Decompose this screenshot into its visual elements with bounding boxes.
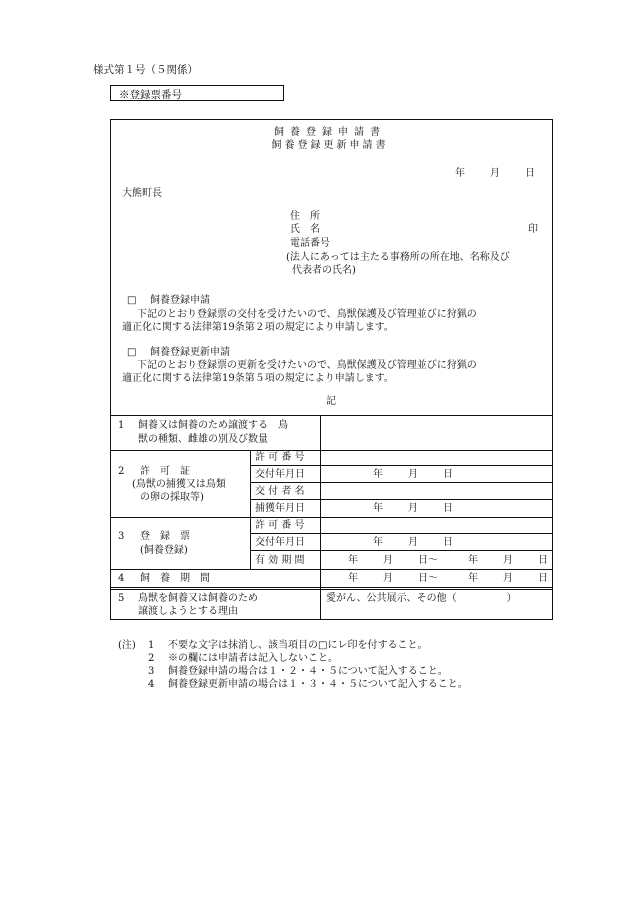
addressee: 大熊町長 <box>122 188 162 199</box>
note1-num: 1 <box>148 640 155 651</box>
row1-num: 1 <box>118 420 125 431</box>
row2-capture-year: 年 <box>373 503 383 514</box>
row2-bottom-border <box>110 517 553 518</box>
row3-issue-day: 日 <box>443 537 453 548</box>
title-line2: 飼養登録更新申請書 <box>271 140 389 151</box>
row2-sub-line2: の卵の採取等) <box>140 492 204 503</box>
row3-num: 3 <box>118 531 125 542</box>
row2-line-a <box>250 465 553 466</box>
row3-line-a <box>250 533 553 534</box>
table-top-border <box>110 415 553 416</box>
date-year: 年 <box>455 168 465 179</box>
row4-label: 飼 養 期 間 <box>140 573 210 584</box>
row1-species-input[interactable] <box>322 417 552 449</box>
row3-period-day1: 日～ <box>418 555 438 566</box>
row5-num: 5 <box>118 593 125 604</box>
registration-number-box[interactable] <box>110 85 284 101</box>
note1-text: 不要な文字は抹消し、該当項目の□にレ印を付すること。 <box>168 640 428 651</box>
row4-period-month2: 月 <box>503 573 513 584</box>
form-number-label: 様式第１号（５関係） <box>93 64 198 76</box>
row2-line-b <box>250 482 553 483</box>
row2-num: 2 <box>118 466 125 477</box>
row3-field-issue-date: 交付年月日 <box>255 537 305 548</box>
field-column-divider <box>250 450 251 569</box>
row5-divider <box>320 588 321 620</box>
row3-issue-year: 年 <box>373 537 383 548</box>
row5-label-line1: 鳥獣を飼養又は飼養のため <box>138 593 258 604</box>
notes-prefix: (注) <box>118 640 136 651</box>
ki-mark: 記 <box>326 396 336 407</box>
row3-period-month2: 月 <box>503 555 513 566</box>
row3-period-day2: 日 <box>538 555 548 566</box>
seal-mark: 印 <box>528 224 538 235</box>
row4-period-day1: 日～ <box>418 573 438 584</box>
row3-field-validity: 有 効 期 間 <box>255 555 305 566</box>
note2-text: ※の欄には申請者は記入しないこと。 <box>168 653 338 664</box>
option2-text-line1: 下記のとおり登録票の更新を受けたいので、鳥獣保護及び管理並びに狩猟の <box>137 360 477 371</box>
row2-issue-month: 月 <box>408 469 418 480</box>
name-label: 氏 名 <box>290 224 320 235</box>
row4-period-day2: 日 <box>538 573 548 584</box>
row3-period-year2: 年 <box>468 555 478 566</box>
row3-field-permit-number: 許 可 番 号 <box>255 520 305 531</box>
option2-checkbox[interactable]: □ <box>127 347 137 358</box>
row2-capture-month: 月 <box>408 503 418 514</box>
note2-num: 2 <box>148 653 155 664</box>
row2-field-permit-number: 許 可 番 号 <box>255 452 305 463</box>
row2-capture-day: 日 <box>443 503 453 514</box>
note4-num: 4 <box>148 679 155 690</box>
row1-label-line1: 飼養又は飼養のため譲渡する 鳥 <box>138 420 288 431</box>
option2-label: 飼養登録更新申請 <box>150 347 230 358</box>
phone-label: 電話番号 <box>290 238 330 249</box>
note3-num: 3 <box>148 666 155 677</box>
corporate-note-line2: 代表者の氏名) <box>292 265 356 276</box>
note3-text: 飼養登録申請の場合は１・２・４・５について記入すること。 <box>168 666 448 677</box>
row2-label: 許 可 証 <box>140 466 190 477</box>
option1-text-line1: 下記のとおり登録票の交付を受けたいので、鳥獣保護及び管理並びに狩猟の <box>137 309 477 320</box>
title-line1: 飼養登録申請書 <box>274 127 386 138</box>
row3-bottom-border <box>110 569 553 570</box>
date-month: 月 <box>490 168 500 179</box>
row3-line-b <box>250 550 553 551</box>
row2-line-c <box>250 499 553 500</box>
row4-period-year1: 年 <box>348 573 358 584</box>
table-bottom-border <box>110 619 553 620</box>
row4-period-year2: 年 <box>468 573 478 584</box>
row4-period-month1: 月 <box>383 573 393 584</box>
row4-num: 4 <box>118 573 125 584</box>
row3-issue-month: 月 <box>408 537 418 548</box>
row4-bottom-border <box>110 587 553 588</box>
row5-right-border <box>552 588 553 620</box>
note4-text: 飼養登録更新申請の場合は１・３・４・５について記入すること。 <box>168 679 468 690</box>
row5-left-border <box>110 588 111 620</box>
row2-field-issue-date: 交付年月日 <box>255 469 305 480</box>
row5-reason-value[interactable]: 愛がん、公共展示、その他（ ） <box>326 593 517 604</box>
row2-sub-line1: (鳥獣の捕獲又は鳥類 <box>132 479 226 490</box>
row3-period-year1: 年 <box>348 555 358 566</box>
row3-label: 登 録 票 <box>140 531 190 542</box>
option1-label: 飼養登録申請 <box>150 295 210 306</box>
value-column-divider <box>320 415 321 590</box>
option1-text-line2: 適正化に関する法律第19条第２項の規定により申請します。 <box>122 322 394 333</box>
row1-bottom-border <box>110 450 553 451</box>
row5-label-line2: 譲渡しようとする理由 <box>138 606 238 617</box>
option2-text-line2: 適正化に関する法律第19条第５項の規定により申請します。 <box>122 373 394 384</box>
corporate-note-line1: (法人にあっては主たる事務所の所在地、名称及び <box>286 252 510 263</box>
date-day: 日 <box>525 168 535 179</box>
row3-period-month1: 月 <box>383 555 393 566</box>
registration-number-label: ※登録票番号 <box>119 89 182 101</box>
address-label: 住 所 <box>290 211 320 222</box>
row1-label-line2: 獣の種類、雌雄の別及び数量 <box>138 434 268 445</box>
option1-checkbox[interactable]: □ <box>127 295 137 306</box>
row2-issue-year: 年 <box>373 469 383 480</box>
row2-field-issuer: 交 付 者 名 <box>255 486 305 497</box>
row2-issue-day: 日 <box>443 469 453 480</box>
row3-sub: (飼養登録) <box>140 545 188 556</box>
row2-field-capture-date: 捕獲年月日 <box>255 503 305 514</box>
